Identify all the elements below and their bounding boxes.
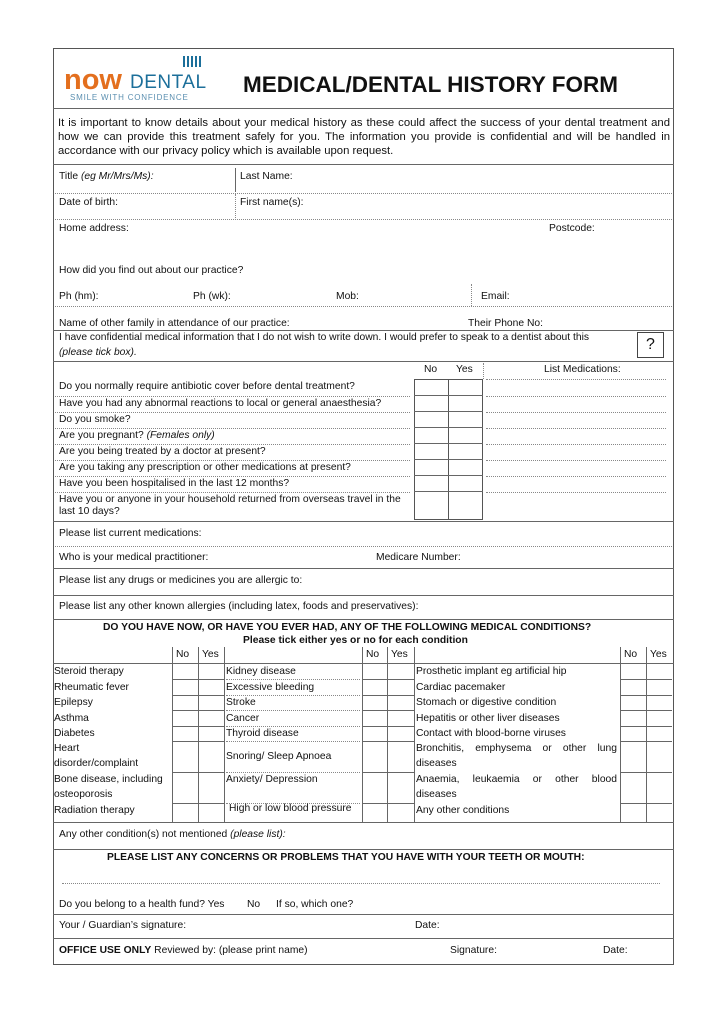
question-item: Are you pregnant? (Females only) bbox=[59, 430, 215, 441]
dob-label[interactable]: Date of birth: bbox=[59, 197, 118, 208]
health-fund-no[interactable]: No bbox=[247, 899, 261, 910]
other-family-label[interactable]: Name of other family in attendance of our practice: bbox=[59, 318, 290, 329]
last-name-label[interactable]: Last Name: bbox=[240, 171, 293, 182]
condition-item: Steroid therapy bbox=[54, 666, 124, 677]
office-signature-label[interactable]: Signature: bbox=[450, 945, 497, 956]
allergies-label[interactable]: Please list any other known allergies (including latex, foods and preservatives): bbox=[59, 601, 419, 612]
health-fund-question[interactable]: Do you belong to a health fund? Yes bbox=[59, 899, 225, 910]
condition-item: diseases bbox=[416, 789, 457, 800]
col-yes-header: Yes bbox=[456, 364, 473, 375]
condition-item: Stomach or digestive condition bbox=[416, 697, 557, 708]
condition-item: Cardiac pacemaker bbox=[416, 682, 506, 693]
signature-date-label[interactable]: Date: bbox=[415, 920, 440, 931]
c2-no-header: No bbox=[366, 649, 380, 660]
condition-item: Bone disease, including bbox=[54, 774, 163, 785]
condition-item: Diabetes bbox=[54, 728, 95, 739]
first-names-label[interactable]: First name(s): bbox=[240, 197, 304, 208]
question-item: Have you had any abnormal reactions to local or general anaesthesia? bbox=[59, 398, 382, 409]
condition-item: Epilepsy bbox=[54, 697, 93, 708]
c1-yes-header: Yes bbox=[202, 649, 219, 660]
home-address-label[interactable]: Home address: bbox=[59, 223, 129, 234]
concerns-line[interactable] bbox=[62, 883, 660, 884]
condition-item: Kidney disease bbox=[226, 666, 296, 677]
condition-item: Prosthetic implant eg artificial hip bbox=[416, 666, 567, 677]
condition-item: Anxiety/ Depression bbox=[226, 774, 318, 785]
condition-item: Radiation therapy bbox=[54, 805, 135, 816]
conditions-subheading: Please tick either yes or no for each condition bbox=[243, 635, 468, 646]
condition-item: Anaemia, leukaemia or other blood bbox=[416, 774, 617, 785]
question-item: Have you been hospitalised in the last 12 months? bbox=[59, 478, 290, 489]
condition-item: Hepatitis or other liver diseases bbox=[416, 713, 560, 724]
condition-item: Contact with blood-borne viruses bbox=[416, 728, 566, 739]
condition-item: Cancer bbox=[226, 713, 260, 724]
condition-item: Any other conditions bbox=[416, 805, 510, 816]
condition-item: Asthma bbox=[54, 713, 89, 724]
question-item: Are you taking any prescription or other medications at present? bbox=[59, 462, 351, 473]
health-fund-which[interactable]: If so, which one? bbox=[276, 899, 354, 910]
ph-hm-label[interactable]: Ph (hm): bbox=[59, 291, 99, 302]
condition-item: Thyroid disease bbox=[226, 728, 299, 739]
title-label: Title (eg Mr/Mrs/Ms): bbox=[59, 171, 154, 182]
other-conditions-label[interactable]: Any other condition(s) not mentioned (please list): bbox=[59, 829, 286, 840]
intro-text: It is important to know details about your medical history as these could affect the success of your dental treatment and how we can provide this treatment safely for you. The information you provide is confidential and will be handled in accordance with our privacy policy which is available upon request. bbox=[58, 117, 670, 157]
c1-no-header: No bbox=[176, 649, 190, 660]
condition-item: Heart bbox=[54, 743, 80, 754]
logo-tagline: SMILE WITH CONFIDENCE bbox=[70, 93, 189, 102]
condition-item: diseases bbox=[416, 758, 457, 769]
condition-item: Rheumatic fever bbox=[54, 682, 129, 693]
logo-now: now bbox=[64, 64, 122, 96]
postcode-label[interactable]: Postcode: bbox=[549, 223, 595, 234]
divider bbox=[53, 108, 674, 109]
confidential-hint: (please tick box). bbox=[59, 347, 137, 358]
condition-item: Bronchitis, emphysema or other lung bbox=[416, 743, 617, 754]
conditions-heading: DO YOU HAVE NOW, OR HAVE YOU EVER HAD, ANY OF THE FOLLOWING MEDICAL CONDITIONS? bbox=[103, 622, 592, 633]
find-out-label[interactable]: How did you find out about our practice? bbox=[59, 265, 244, 276]
ph-wk-label[interactable]: Ph (wk): bbox=[193, 291, 231, 302]
confidential-checkbox[interactable]: ? bbox=[637, 332, 664, 358]
office-date-label[interactable]: Date: bbox=[603, 945, 628, 956]
condition-item: High or low blood pressure bbox=[229, 803, 352, 814]
email-label[interactable]: Email: bbox=[481, 291, 510, 302]
practitioner-label[interactable]: Who is your medical practitioner: bbox=[59, 552, 209, 563]
logo-dental: DENTAL bbox=[130, 72, 207, 93]
condition-item: osteoporosis bbox=[54, 789, 113, 800]
col-no-header: No bbox=[424, 364, 438, 375]
office-use-label: OFFICE USE ONLY Reviewed by: (please print name) bbox=[59, 945, 308, 956]
condition-item: disorder/complaint bbox=[54, 758, 139, 769]
condition-item: Excessive bleeding bbox=[226, 682, 315, 693]
page-title: MEDICAL/DENTAL HISTORY FORM bbox=[243, 72, 619, 97]
signature-label[interactable]: Your / Guardian’s signature: bbox=[59, 920, 187, 931]
c2-yes-header: Yes bbox=[391, 649, 408, 660]
condition-item: Snoring/ Sleep Apnoea bbox=[226, 751, 332, 762]
medicare-label[interactable]: Medicare Number: bbox=[376, 552, 461, 563]
allergic-label[interactable]: Please list any drugs or medicines you are allergic to: bbox=[59, 575, 303, 586]
c3-no-header: No bbox=[624, 649, 638, 660]
list-medications-header: List Medications: bbox=[544, 364, 621, 375]
concerns-heading: PLEASE LIST ANY CONCERNS OR PROBLEMS THAT YOU HAVE WITH YOUR TEETH OR MOUTH: bbox=[107, 852, 585, 863]
divider bbox=[53, 164, 674, 165]
question-item: Do you smoke? bbox=[59, 414, 131, 425]
current-meds-label[interactable]: Please list current medications: bbox=[59, 528, 202, 539]
c3-yes-header: Yes bbox=[650, 649, 667, 660]
logo-bars-icon bbox=[183, 56, 203, 70]
condition-item: Stroke bbox=[226, 697, 256, 708]
their-phone-label[interactable]: Their Phone No: bbox=[468, 318, 543, 329]
question-item: Have you or anyone in your household returned from overseas travel in the last 10 days? bbox=[59, 494, 401, 517]
question-item: Do you normally require antibiotic cover before dental treatment? bbox=[59, 381, 355, 392]
mob-label[interactable]: Mob: bbox=[336, 291, 359, 302]
question-item: Are you being treated by a doctor at present? bbox=[59, 446, 266, 457]
confidential-text: I have confidential medical information that I do not wish to write down. I would prefer to speak to a dentist about this bbox=[59, 332, 590, 343]
